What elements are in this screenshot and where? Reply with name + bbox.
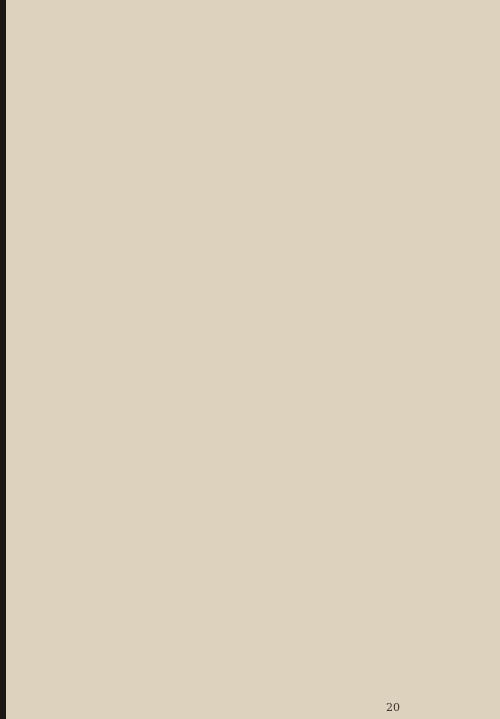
lower-text-block — [10, 372, 496, 690]
upper-text-block — [10, 0, 496, 355]
page-number: 20 — [386, 701, 400, 714]
document-page — [6, 0, 500, 719]
